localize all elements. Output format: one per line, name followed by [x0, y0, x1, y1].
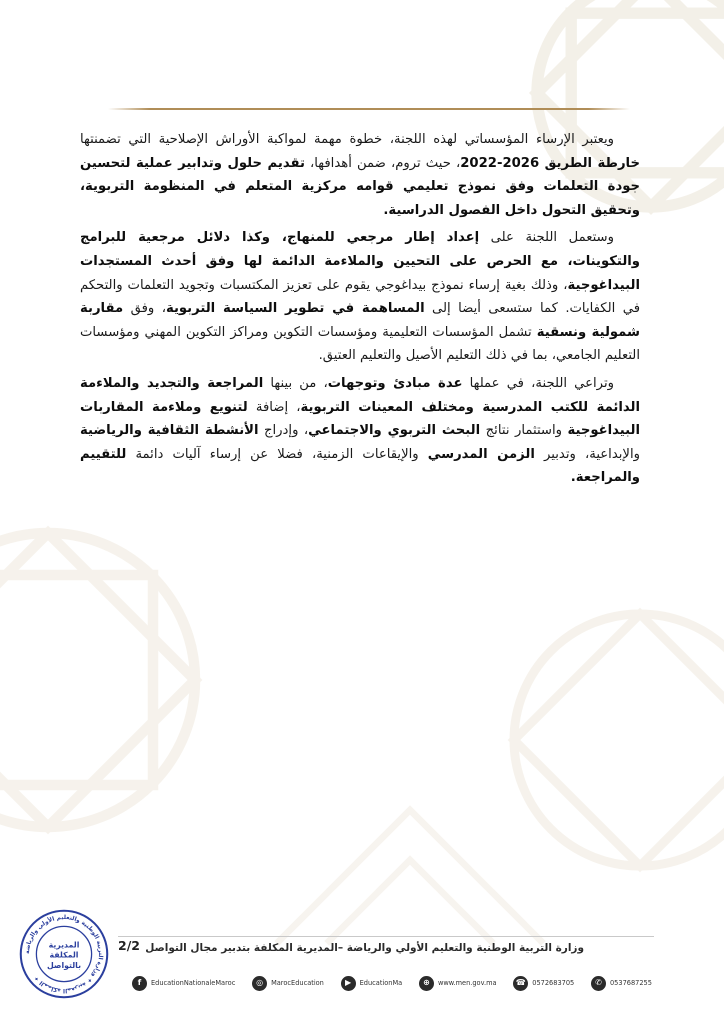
stamp-text: بالتواصل [46, 960, 82, 970]
web-icon: ⊕ [419, 976, 434, 991]
phone-icon: ✆ [591, 976, 606, 991]
text-run: ، من بينها [263, 375, 328, 391]
document-body [80, 128, 640, 490]
footer-divider [118, 936, 654, 937]
bold-text-run: المساهمة في تطوير السياسة التربوية [165, 301, 425, 317]
text-run: ويعتبر الإرساء المؤسساتي لهذه اللجنة، خطوة مهمة لمواكبة الأوراش الإصلاحية التي تضمنتها [80, 132, 614, 147]
bold-text-run: الزمن المدرسي [427, 446, 535, 462]
paragraph [80, 372, 640, 490]
decorative-ornament-icon [240, 760, 580, 960]
bold-text-run: البحث التربوي والاجتماعي [308, 423, 481, 439]
bold-text-run: تقديم حلول وتدابير عملية لتحسين جودة التعلمات وفق نموذج تعليمي قوامه مركزية المتعلم في المنظومة التربوية، وتحقيق التحول داخل الفصول الدراسية. [80, 155, 640, 218]
bold-text-run: الأنشطة الثقافية والرياضية [80, 423, 259, 439]
contact-phone[interactable] [591, 976, 652, 991]
bold-text-run: مقاربة شمولية ونسقية [80, 301, 640, 340]
contact-label: EducationMa [359, 979, 403, 987]
bold-text-run: المراجعة والتجديد والملاءمة الدائمة للكتب المدرسية ومختلف المعينات التربوية [80, 375, 640, 415]
instagram-icon: ◎ [252, 976, 267, 991]
footer-title: وزارة التربية الوطنية والتعليم الأولي والرياضة –المديرية المكلفة بتدبير مجال التواصل [145, 942, 584, 954]
contact-instagram[interactable] [252, 976, 324, 991]
contact-label: 0572683705 [532, 979, 575, 987]
text-run: والإبداعية، وتدبير [534, 446, 640, 462]
contact-website[interactable] [419, 976, 497, 991]
contact-label: EducationNationaleMaroc [151, 979, 236, 987]
contact-facebook[interactable] [132, 976, 235, 991]
contact-label: 0537687255 [609, 979, 652, 987]
paragraph [80, 226, 640, 368]
bold-text-run: عدة مبادئ وتوجهات [327, 375, 463, 391]
text-run: ، حيث تروم، ضمن أهدافها، [304, 155, 461, 171]
fax-icon: ☎ [513, 976, 528, 991]
bold-text-run: إعداد إطار مرجعي للمنهاج، وكذا دلائل مرجعية للبرامج والتكوينات، مع الحرص على التحيين والملاءمة الدائمة لها وفق أحدث المستجدات البيداغوجية [80, 230, 640, 293]
contact-youtube[interactable] [341, 976, 403, 991]
stamp-ring-text: المملكة المغربية ✦ وزارة التربية الوطنية والتعليم الأولي والرياضة ✦ [24, 915, 103, 993]
text-run: ، وفق [123, 301, 166, 317]
text-run: ، وذلك بغية إرساء نموذج بيداغوجي يقوم على تعزيز المكتسبات وتجويد التعلمات والتحكم في الكفايات. كما ستسعى أيضا إلى [80, 277, 641, 317]
text-run: ، وإدراج [258, 423, 309, 439]
text-run: تشمل المؤسسات التعليمية ومؤسسات التكوين ومراكز التكوين المهني ومؤسسات التعليم الجامعي، بما في ذلك التعليم الأصيل والتعليم العتيق. [80, 324, 640, 364]
stamp-text: المكلفة [49, 950, 79, 960]
contact-label: www.men.gov.ma [437, 979, 497, 987]
bold-text-run: لتنويع وملاءمة المقاربات البيداغوجية [80, 399, 641, 439]
paragraph [80, 128, 640, 222]
text-run: وتراعي اللجنة، في عملها [462, 375, 614, 391]
text-run: وستعمل اللجنة على [479, 230, 614, 246]
contact-label: MarocEducation [271, 979, 324, 987]
contact-fax[interactable] [513, 976, 574, 991]
facebook-icon: f [132, 976, 147, 991]
text-run: واستثمار نتائج [480, 423, 568, 439]
official-stamp [18, 908, 110, 1000]
top-divider [108, 108, 630, 110]
stamp-text: المديرية [48, 940, 80, 950]
youtube-icon: ▶ [341, 976, 356, 991]
text-run: والإيقاعات الزمنية، فضلا عن إرساء آليات دائمة [126, 446, 428, 462]
bold-text-run: خارطة الطريق 2026-2022 [460, 155, 641, 171]
page-number: 2/2 [118, 938, 140, 953]
text-run: ، إضافة [247, 399, 301, 415]
contact-bar [132, 972, 652, 994]
bold-text-run: للتقييم والمراجعة. [80, 446, 640, 486]
